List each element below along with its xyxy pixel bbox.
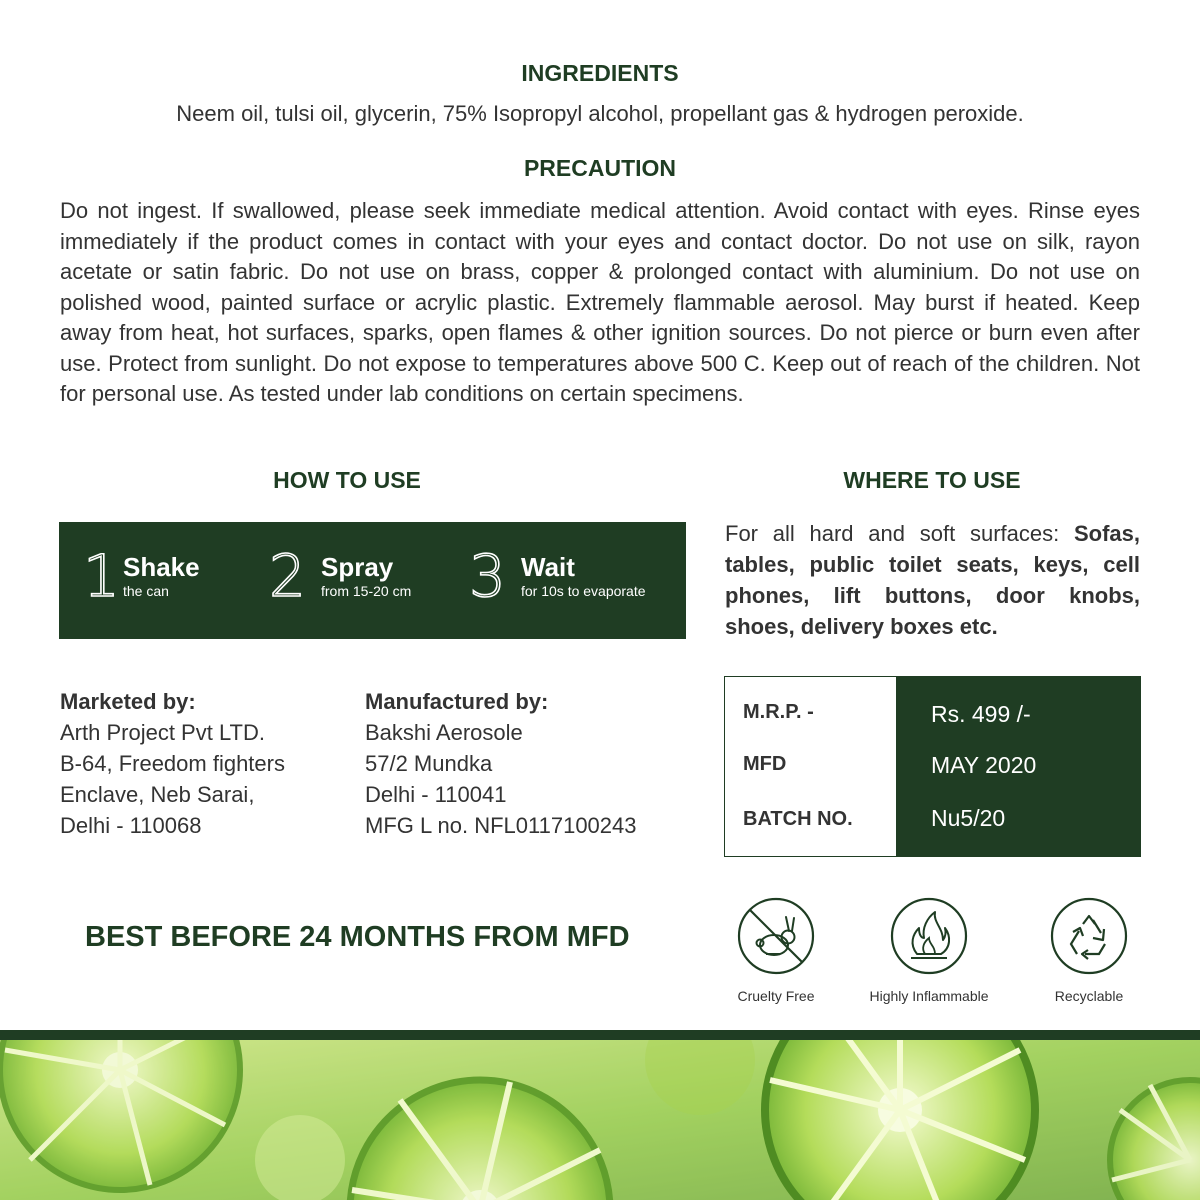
mrp-label: M.R.P. -: [743, 701, 814, 723]
manufactured-by-block: [365, 686, 705, 841]
lime-slices-illustration: [0, 1040, 1200, 1200]
badge-caption: Cruelty Free: [737, 988, 815, 1004]
ingredients-text: Neem oil, tulsi oil, glycerin, 75% Isopropyl alcohol, propellant gas & hydrogen peroxide.: [176, 101, 1024, 126]
ingredients-heading: INGREDIENTS: [521, 60, 679, 86]
address-line: 57/2 Mundka: [365, 751, 493, 776]
address-line: Delhi - 110068: [60, 813, 202, 838]
badge-caption: Recyclable: [1054, 988, 1124, 1004]
step-subtitle: for 10s to evaporate: [521, 583, 646, 599]
manufactured-by-label: Manufactured by:: [365, 689, 549, 714]
address-line: B-64, Freedom fighters: [60, 751, 285, 776]
lime-slices-band: [0, 1040, 1200, 1200]
cruelty-free-badge: [711, 896, 841, 1004]
where-to-use-heading: WHERE TO USE: [843, 467, 1021, 493]
highly-inflammable-badge: [864, 896, 994, 1004]
address-line: Enclave, Neb Sarai,: [60, 782, 255, 807]
band-divider: [0, 1030, 1200, 1040]
step-number: 2: [269, 542, 306, 610]
step-subtitle: from 15-20 cm: [321, 583, 412, 599]
address-line: Arth Project Pvt LTD.: [60, 720, 265, 745]
address-line: Bakshi Aerosole: [365, 720, 523, 745]
address-line: MFG L no. NFL0117100243: [365, 813, 637, 838]
step-subtitle: the can: [123, 583, 169, 599]
recycle-icon: [1049, 896, 1129, 976]
badge-caption: Highly Inflammable: [869, 988, 989, 1004]
best-before-text: BEST BEFORE 24 MONTHS FROM MFD: [85, 921, 630, 953]
mfd-label: MFD: [743, 753, 787, 775]
step-title: Spray: [321, 552, 394, 582]
mrp-value: Rs. 499 /-: [931, 701, 1031, 727]
product-info-table: [724, 676, 1141, 857]
how-to-use-steps: [59, 522, 686, 639]
step-title: Wait: [521, 552, 575, 582]
where-to-use-text: [725, 518, 1140, 642]
marketed-by-label: Marketed by:: [60, 689, 196, 714]
marketed-by-block: [60, 686, 360, 841]
where-to-use-items: Sofas, tables, public toilet seats, keys, cell phones, lift buttons, door knobs, shoes, delivery boxes etc.: [725, 521, 1140, 639]
where-to-use-intro: For all hard and soft surfaces:: [725, 521, 1074, 546]
mfd-value: MAY 2020: [931, 752, 1037, 778]
batch-label: BATCH NO.: [743, 808, 853, 830]
step-title: Shake: [123, 552, 200, 582]
how-to-use-heading: HOW TO USE: [273, 467, 421, 493]
recyclable-badge: [1024, 896, 1154, 1004]
precaution-text: Do not ingest. If swallowed, please seek immediate medical attention. Avoid contact with eyes. Rinse eyes immediately if the product comes in contact with your eyes and contact doctor. Do not use on silk, rayon acetate or satin fabric. Do not use on brass, copper & prolonged contact with aluminium. Do not use on polished wood, painted surface or acrylic plastic. Extremely flammable aerosol. May burst if heated. Keep away from heat, hot surfaces, sparks, open flames & other ignition sources. Do not pierce or burn even after use. Protect from sunlight. Do not expose to temperatures above 500 C. Keep out of reach of the children. Not for personal use. As tested under lab conditions on certain specimens.: [60, 198, 1140, 406]
flame-icon: [889, 896, 969, 976]
step-number: 1: [83, 542, 120, 610]
cruelty-free-icon: [736, 896, 816, 976]
precaution-heading: PRECAUTION: [523, 155, 677, 181]
step-number: 3: [469, 542, 506, 610]
address-line: Delhi - 110041: [365, 782, 507, 807]
batch-value: Nu5/20: [931, 805, 1006, 831]
